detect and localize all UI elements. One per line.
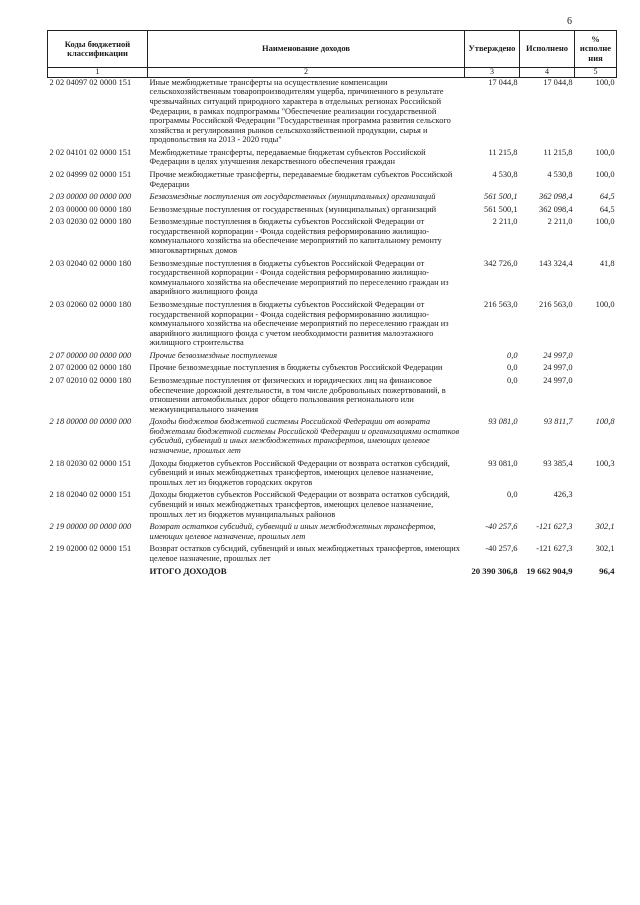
row-percent: 100,8	[595, 417, 615, 427]
row-name: Прочие межбюджетные трансферты, передаваемые бюджетам субъектов Российской Федерации	[149, 170, 453, 189]
table-row	[48, 459, 617, 491]
row-executed: 24 997,0	[543, 363, 573, 373]
row-executed: 362 098,4	[539, 192, 573, 202]
total-row	[48, 566, 617, 579]
row-approved: -40 257,6	[485, 522, 518, 532]
row-approved: 17 044,8	[488, 77, 518, 87]
table-row	[48, 170, 617, 192]
row-code: 2 03 00000 00 0000 000	[49, 192, 132, 202]
total-executed: 19 662 904,9	[526, 566, 573, 577]
row-approved: 4 530,8	[492, 170, 518, 179]
row-executed: 2 211,0	[547, 217, 573, 227]
row-name: Иные межбюджетные трансферты на осуществление компенсации сельскохозяйственным товаропроизводителям ущерба, причиненного в результате чрезвычайных ситуаций природного характера в отдельных регионах Российской Федерации, в рамках подпрограммы "Обеспечение реализации государственной программы Российской Федерации "Государственная программа развития сельского хозяйства и регулирования рынков сельскохозяйственной продукции, сырья и продовольствия на 2013 - 2020 годы"	[149, 77, 451, 145]
column-number: 3	[465, 68, 520, 78]
row-percent: 41,8	[599, 258, 615, 268]
row-name: Прочие безвозмездные поступления	[149, 350, 278, 360]
row-executed: 17 044,8	[543, 77, 573, 87]
row-percent	[575, 490, 617, 522]
row-executed: 216 563,0	[539, 299, 573, 309]
page-number: 6	[567, 16, 572, 27]
row-executed: 143 324,4	[539, 258, 573, 268]
row-percent	[575, 363, 617, 376]
row-executed: 24 997,0	[543, 375, 573, 385]
column-header-approved: Утверждено	[465, 31, 520, 68]
row-name: Доходы бюджетов субъектов Российской Федерации от возврата остатков субсидий, субвенций и иных межбюджетных трансфертов, имеющих целевое назначение, прошлых лет из бюджетов муниципальных районов	[149, 490, 450, 519]
income-table	[47, 30, 617, 579]
row-name: Безвозмездные поступления в бюджеты субъектов Российской Федерации от государственной корпорации - Фонда содействия реформированию жилищно-коммунального хозяйства на обеспечение мероприятий по переселению граждан из аварийного жилищного фонда с учетом необходимости развития малоэтажного жилищного строительства	[149, 299, 449, 348]
row-executed: 24 997,0	[543, 350, 573, 360]
column-number: 5	[575, 68, 617, 78]
row-executed: 93 385,4	[543, 458, 573, 468]
total-label: ИТОГО ДОХОДОВ	[149, 566, 227, 577]
row-name: Возврат остатков субсидий, субвенций и иных межбюджетных трансфертов, имеющих целевое назначение, прошлых лет	[149, 544, 460, 563]
row-approved: 216 563,0	[484, 299, 518, 309]
row-percent: 302,1	[595, 522, 615, 532]
row-executed: 426,3	[553, 490, 573, 500]
row-name: Безвозмездные поступления от государственных (муниципальных) организаций	[149, 192, 436, 202]
row-code: 2 18 02030 02 0000 151	[49, 458, 132, 468]
row-approved: 0,0	[507, 350, 518, 360]
total-code	[48, 566, 148, 579]
row-code: 2 19 00000 00 0000 000	[49, 522, 132, 532]
row-approved: -40 257,6	[485, 544, 518, 554]
row-percent: 100,0	[595, 217, 615, 227]
row-code: 2 03 02060 02 0000 180	[49, 299, 132, 309]
column-number: 2	[148, 68, 465, 78]
row-name: Безвозмездные поступления от физических и юридических лиц на финансовое обеспечение дорожной деятельности, в том числе добровольных пожертвований, в отношении автомобильных дорог общего пользования регионального или межмуниципального значения	[149, 375, 446, 414]
row-code: 2 19 02000 02 0000 151	[49, 544, 132, 554]
row-approved: 0,0	[507, 490, 518, 500]
row-executed: 362 098,4	[539, 204, 573, 214]
row-code: 2 07 02000 02 0000 180	[49, 363, 132, 373]
column-header-code: Коды бюджетной классификации	[48, 31, 148, 68]
row-name: Прочие безвозмездные поступления в бюджеты субъектов Российской Федерации	[149, 363, 443, 373]
table-header-row	[48, 31, 617, 68]
table-row	[48, 522, 617, 544]
column-header-percent: % исполне ния	[575, 31, 617, 68]
row-code: 2 02 04999 02 0000 151	[49, 170, 132, 179]
row-percent: 64,5	[599, 204, 615, 214]
row-executed: 11 215,8	[543, 147, 573, 157]
row-percent: 100,0	[595, 77, 615, 87]
column-number: 1	[48, 68, 148, 78]
row-name: Межбюджетные трансферты, передаваемые бюджетам субъектов Российской Федерации в целях улучшения лекарственного обеспечения граждан	[149, 147, 426, 167]
row-code: 2 18 00000 00 0000 000	[49, 417, 132, 427]
row-approved: 342 726,0	[484, 258, 518, 268]
column-header-name: Наименование доходов	[148, 31, 465, 68]
column-number-row	[48, 68, 617, 78]
row-executed: -121 627,3	[536, 522, 573, 532]
row-approved: 0,0	[507, 375, 518, 385]
table-row	[48, 192, 617, 205]
table-row	[48, 217, 617, 258]
table-row	[48, 363, 617, 376]
row-percent: 100,0	[595, 299, 615, 309]
table-row	[48, 148, 617, 170]
row-percent: 302,1	[595, 544, 615, 554]
row-name: Возврат остатков субсидий, субвенций и иных межбюджетных трансфертов, имеющих целевое назначение, прошлых лет	[149, 522, 436, 541]
row-code: 2 03 00000 00 0000 180	[49, 204, 132, 214]
table-row	[48, 259, 617, 300]
row-percent: 100,0	[595, 170, 615, 179]
row-code: 2 02 04101 02 0000 151	[49, 147, 132, 157]
row-code: 2 07 00000 00 0000 000	[49, 350, 132, 360]
row-approved: 561 500,1	[484, 204, 518, 214]
row-executed: 93 811,7	[543, 417, 573, 427]
table-row	[48, 544, 617, 566]
row-percent: 64,5	[599, 192, 615, 202]
row-code: 2 03 02030 02 0000 180	[49, 217, 132, 227]
row-executed: 4 530,8	[547, 170, 573, 179]
table-body	[48, 77, 617, 566]
column-number: 4	[520, 68, 575, 78]
row-name: Доходы бюджетов субъектов Российской Федерации от возврата остатков субсидий, субвенций и иных межбюджетных трансфертов, имеющих целевое назначение, прошлых лет из бюджетов городских округов	[149, 458, 450, 487]
row-name: Безвозмездные поступления в бюджеты субъектов Российской Федерации от государственной корпорации - Фонда содействия реформированию жилищно-коммунального хозяйства на обеспечение мероприятий по капитальному ремонту многоквартирных домов	[149, 217, 442, 256]
row-approved: 93 081,0	[488, 417, 518, 427]
row-name: Безвозмездные поступления от государственных (муниципальных) организаций	[149, 204, 437, 214]
row-approved: 11 215,8	[488, 147, 518, 157]
total-approved: 20 390 306,8	[471, 566, 518, 577]
row-approved: 2 211,0	[492, 217, 518, 227]
row-percent	[575, 376, 617, 417]
row-percent	[575, 351, 617, 364]
table-row	[48, 376, 617, 417]
row-approved: 93 081,0	[488, 458, 518, 468]
table-row	[48, 77, 617, 148]
row-approved: 561 500,1	[484, 192, 518, 202]
row-percent: 100,3	[595, 458, 615, 468]
row-approved: 0,0	[507, 363, 518, 373]
row-name: Безвозмездные поступления в бюджеты субъектов Российской Федерации от государственной корпорации - Фонда содействия реформированию жилищно-коммунального хозяйства на обеспечение мероприятий по переселению граждан из аварийного жилищного фонда	[149, 258, 449, 297]
row-code: 2 18 02040 02 0000 151	[49, 490, 132, 500]
table-row	[48, 205, 617, 218]
row-executed: -121 627,3	[536, 544, 573, 554]
row-name: Доходы бюджетов бюджетной системы Российской Федерации от возврата бюджетами бюджетной системы Российской Федерации и организациями остатков субсидий, субвенций и иных межбюджетных трансфертов, имеющих целевое назначение, прошлых лет	[149, 417, 460, 456]
row-code: 2 02 04097 02 0000 151	[49, 77, 132, 87]
column-header-executed: Исполнено	[520, 31, 575, 68]
table-row	[48, 351, 617, 364]
row-percent: 100,0	[595, 147, 615, 157]
table-row	[48, 300, 617, 351]
row-code: 2 03 02040 02 0000 180	[49, 258, 132, 268]
table-row	[48, 490, 617, 522]
table-row	[48, 417, 617, 458]
row-code: 2 07 02010 02 0000 180	[49, 375, 132, 385]
total-percent: 96,4	[599, 566, 615, 577]
